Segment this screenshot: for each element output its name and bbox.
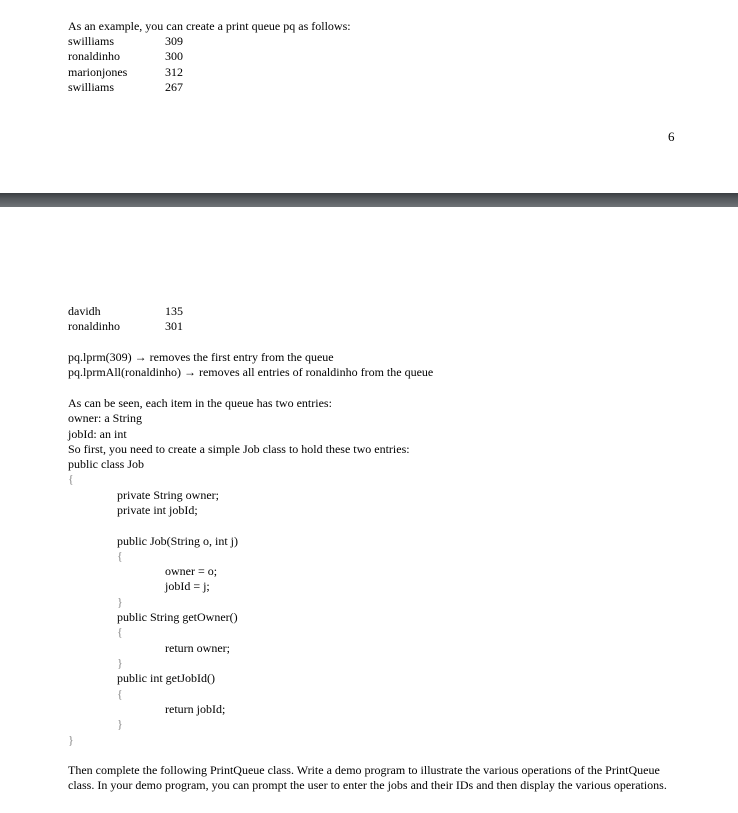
operation-lprmall: pq.lprmAll(ronaldinho) → removes all entries of ronaldinho from the queue	[68, 365, 434, 379]
queue-job-id: 135	[165, 304, 183, 318]
code-line: return owner;	[165, 641, 230, 655]
class-open-brace: {	[68, 472, 74, 486]
code-brace: {	[117, 687, 123, 701]
code-line: return jobId;	[165, 702, 226, 716]
page-number: 6	[668, 129, 675, 144]
code-line: jobId = j;	[165, 579, 210, 593]
explanation-line: jobId: an int	[68, 427, 127, 441]
queue-job-id: 312	[165, 65, 183, 79]
queue-owner: ronaldinho	[68, 49, 120, 63]
explanation-line: So first, you need to create a simple Job class to hold these two entries:	[68, 442, 410, 456]
page-separator	[0, 193, 738, 207]
code-line: public Job(String o, int j)	[117, 534, 238, 548]
closing-paragraph: Then complete the following PrintQueue class. Write a demo program to illustrate the various operations of the PrintQueue class. In your demo program, you can prompt the user to enter the jobs and their IDs and then display the various operations.	[68, 763, 667, 792]
intro-text: As an example, you can create a print queue pq as follows:	[68, 19, 351, 33]
queue-owner: marionjones	[68, 65, 128, 79]
queue-owner: swilliams	[68, 34, 115, 48]
code-line: public String getOwner()	[117, 610, 238, 624]
queue-job-id: 301	[165, 319, 183, 333]
code-line: private String owner;	[117, 488, 219, 502]
class-close-brace: }	[68, 733, 74, 747]
code-line: owner = o;	[165, 564, 218, 578]
code-line: private int jobId;	[117, 503, 198, 517]
document-page-7	[0, 207, 738, 813]
code-brace: }	[117, 717, 123, 731]
code-line: public int getJobId()	[117, 671, 215, 685]
queue-owner: davidh	[68, 304, 101, 318]
explanation-line: owner: a String	[68, 411, 142, 425]
code-brace: }	[117, 656, 123, 670]
queue-job-id: 267	[165, 80, 183, 94]
class-declaration: public class Job	[68, 457, 144, 471]
code-brace: {	[117, 549, 123, 563]
explanation-line: As can be seen, each item in the queue has two entries:	[68, 396, 332, 410]
queue-job-id: 309	[165, 34, 183, 48]
queue-owner: ronaldinho	[68, 319, 120, 333]
code-brace: }	[117, 595, 123, 609]
queue-owner: swilliams	[68, 80, 115, 94]
operation-lprm: pq.lprm(309) → removes the first entry from the queue	[68, 350, 334, 364]
document-page-6	[0, 0, 738, 193]
queue-job-id: 300	[165, 49, 183, 63]
code-brace: {	[117, 625, 123, 639]
